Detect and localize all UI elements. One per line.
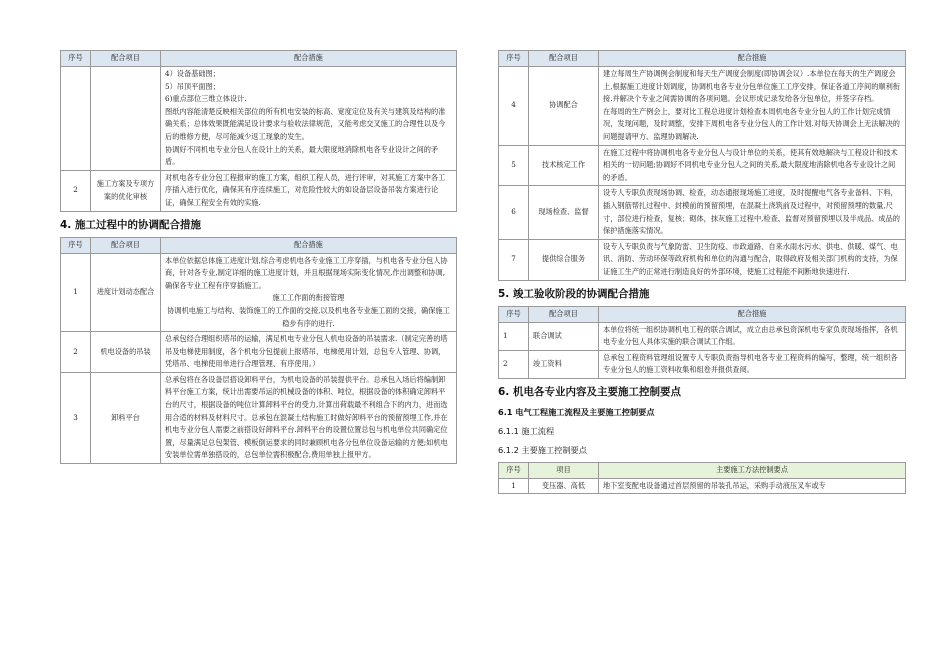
coordination-table-continued <box>498 50 906 281</box>
header-no: 序号 <box>499 51 529 67</box>
row-item: 协调配合 <box>529 67 599 146</box>
header-no: 序号 <box>61 51 91 67</box>
table-row <box>61 170 457 211</box>
coordination-table-design <box>60 50 457 212</box>
table-row <box>61 372 457 463</box>
header-item: 配合项目 <box>529 51 599 67</box>
row-measure <box>599 322 906 350</box>
table-row <box>61 253 457 332</box>
table-header-row <box>61 237 457 253</box>
table-row <box>499 67 906 146</box>
measure-line: 设专人专职负责现场协调、检查，动态通报现场施工进度，及时提醒电气各专业备料、下料，插入钢筋帮扎过程中、封模前的预留预埋，在混凝土浇筑前及过程中，对预留预埋的数量,尺寸，部位进行检查，复核；砌体，抹灰施工过程中,检查、监督对预留预埋以及半成品、成品的保护措施落实情况。 <box>603 188 900 236</box>
table-row <box>499 145 906 186</box>
measure-line: 协调机电施工与结构、装饰施工的工作面的交接,以及机电各专业施工面的交接，确保施工稳步有序的进行. <box>167 305 450 328</box>
row-measure <box>599 350 906 378</box>
row-no: 2 <box>61 332 91 373</box>
row-no: 7 <box>499 239 529 280</box>
row-item: 施工方案及专项方案的优化审核 <box>91 170 161 211</box>
left-column <box>60 50 457 464</box>
table-row <box>499 350 906 378</box>
row-item: 卸料平台 <box>91 372 161 463</box>
header-measure: 配合措施 <box>599 51 906 67</box>
measure-line: 6)重点部位三维立体设计. <box>165 94 247 104</box>
table-header-row <box>499 462 906 478</box>
coordination-table-construction <box>60 237 457 465</box>
row-measure <box>599 239 906 280</box>
section-heading-6: 6. 机电各专业内容及主要施工控制要点 <box>498 385 681 398</box>
measure-line: 4）设备基础图； <box>165 69 220 78</box>
header-item: 配合项目 <box>529 306 599 322</box>
measure-line: 对机电各专业分包工程报审的施工方案，组织工程人员，进行评审，对其施工方案中各工序插入进行优化，确保其有序连续施工，对危险性较大的如设备层设备吊装方案进行论证，确保工程安全有效的实施. <box>165 172 446 207</box>
row-no: 1 <box>61 253 91 332</box>
measure-line: 本单位将统一组织协调机电工程的联合调试，成立由总承包资深机电专家负责现场指挥，各机电专业分包人具体实施的联合调试工作组。 <box>603 324 898 347</box>
right-column <box>498 50 906 494</box>
measure-line: 设专人专职负责与气象防雷、卫生防疫、市政道路、自来水雨水污水、供电、供暖、煤气、电讯、消防、劳动环保等政府机构和单位的沟通与配合，取得政府及相关部门机构的支持，为保证施工生产的正常进行制造良好的外部环境，使施工过程能不间断地快速进行. <box>603 241 898 276</box>
row-item: 现场检查、监督 <box>529 186 599 239</box>
header-no: 序号 <box>499 462 529 478</box>
header-no: 序号 <box>499 306 529 322</box>
row-no: 1 <box>499 322 529 350</box>
table-row <box>499 322 906 350</box>
header-measure: 配合措施 <box>161 51 457 67</box>
measure-line: 协调好不同机电专业分包人在设计上的关系，最大限度地消除机电各专业设计之间的矛盾。 <box>165 144 439 167</box>
row-no: 2 <box>499 350 529 378</box>
measure-line: 在每周的生产例会上，要对比工程总进度计划检查本周机电各专业分包人的工作计划完成情况，发现问题，及时调整，安排下周机电各专业分包人的工作计划.对每天协调会上无法解决的问题提请甲方、监理协调解决. <box>603 106 900 141</box>
row-no: 1 <box>499 478 529 494</box>
subsection-heading-6-1-1: 6.1.1 施工流程 <box>498 425 555 436</box>
row-measure <box>161 332 457 373</box>
row-no: 2 <box>61 170 91 211</box>
header-item: 配合项目 <box>91 51 161 67</box>
row-item: 联合调试 <box>529 322 599 350</box>
row-item: 变压器、高低 <box>529 478 599 494</box>
table-row <box>499 239 906 280</box>
row-no: 3 <box>61 372 91 463</box>
measure-line: 建立每周生产协调例会制度和每天生产调度会制度(即协调会议）.本单位在每天的生产调度会上,根据施工进度计划调度，协调机电各专业分包单位施工工序安排，保证各道工序间的顺利衔接.并解决个专业之间需协调的各项问题。会议形成记录发给各分包单位，并签字存档。 <box>603 69 900 104</box>
subsection-heading-6-1-2: 6.1.2 主要施工控制要点 <box>498 444 587 455</box>
row-item: 技术核定工作 <box>529 145 599 186</box>
coordination-table-acceptance <box>498 306 906 379</box>
header-item: 项目 <box>529 462 599 478</box>
header-measure: 配合措施 <box>161 237 457 253</box>
header-control-points: 主要施工方法控制要点 <box>599 462 906 478</box>
table-row <box>61 332 457 373</box>
control-points-table <box>498 462 906 495</box>
measure-line: 总承包工程资料管理组设置专人专职负责指导机电各专业工程资料的编写，整理，统一组织各专业分包人的施工资料收集和组卷并报供查阅。 <box>603 352 898 375</box>
row-measure <box>161 67 457 171</box>
subsection-heading-6-1: 6.1 电气工程施工流程及主要施工控制要点 <box>498 406 655 417</box>
table-header-row <box>499 51 906 67</box>
row-item: 提供综合服务 <box>529 239 599 280</box>
measure-line: 图纸内容能清楚反映相关部位的所有机电安装的标高、宽度定位及有关与建筑及结构的准确关系；总体效果既能满足设计要求与验收法律规范，又能考虑交叉施工的合理性以及今后的维修方便，尽可能减少返工现象的发生。 <box>165 106 446 141</box>
measure-line: 在施工过程中将协调机电各专业分包人与设计单位的关系，使其有效地解决与工程设计和技术相关的一切问题;协调好不同机电专业分包人之间的关系,最大限度地消除机电各专业设计之间的矛盾。 <box>603 147 898 182</box>
row-control-point: 地下室变配电设备通过首层预留的吊装孔吊运，采购手动液压叉车或专 <box>599 478 906 494</box>
row-item <box>91 67 161 171</box>
section-heading-4: 4. 施工过程中的协调配合措施 <box>60 218 201 231</box>
section-heading-5: 5. 竣工验收阶段的协调配合措施 <box>498 287 650 300</box>
row-measure <box>599 186 906 239</box>
header-no: 序号 <box>61 237 91 253</box>
header-measure: 配合措施 <box>599 306 906 322</box>
row-measure <box>599 145 906 186</box>
table-row <box>61 67 457 171</box>
row-measure <box>161 170 457 211</box>
row-no: 4 <box>499 67 529 146</box>
measure-line: 本单位依据总体施工进度计划,综合考虑机电各专业施工工序穿插，与机电各专业分包人协商，针对各专业,制定详细的施工进度计划，并且根据现场实际变化情况,作出调整和协调,确保各专业工程有序穿插施工。 <box>165 255 448 290</box>
row-item: 竣工资料 <box>529 350 599 378</box>
measure-line: 5）吊顶平面图； <box>165 81 220 91</box>
table-row <box>499 478 906 494</box>
row-item: 进度计划动态配合 <box>91 253 161 332</box>
row-no: 5 <box>499 145 529 186</box>
measure-line: 施工工作面的衔接管理 <box>272 293 345 303</box>
table-row <box>499 186 906 239</box>
measure-line: 总承包将在各设备层搭设卸料平台，为机电设备的吊装提供平台。总承包入场后将编制卸料平台施工方案，统计出需要吊运的机械设备的体积、吨位，根据设备的体积确定卸料平台的尺寸，根据设备的吨位计算卸料平台的受力,计算出荷载最不利组合下的内力，进而选用合适的材料及材料尺寸。总承包在混凝土结构施工时做好卸料平台的预留预埋工作,并在机电专业分包人需要之前搭设好卸料平台.卸料平台的设置位置总包与机电单位共同确定位置，尽量满足总包架管、模板倒运要求的同时兼顾机电各分包单位设备运输的方便;如机电安装单位需单独搭设的，总包单位需积极配合,费用单独上报甲方。 <box>165 374 448 460</box>
row-no <box>61 67 91 171</box>
table-header-row <box>61 51 457 67</box>
row-item: 机电设备的吊装 <box>91 332 161 373</box>
row-measure <box>161 372 457 463</box>
header-item: 配合项目 <box>91 237 161 253</box>
row-measure <box>599 67 906 146</box>
table-header-row <box>499 306 906 322</box>
measure-line: 总承包经合理组织塔吊的运输，满足机电专业分包人机电设备的吊装需求.（制定完善的塔吊及电梯使用制度，各个机电分包提前上报塔吊、电梯使用计划，总包专人管理、协调，凭塔吊、电梯使用单进行合理管理、有序使用。） <box>165 334 448 369</box>
row-no: 6 <box>499 186 529 239</box>
row-measure <box>161 253 457 332</box>
